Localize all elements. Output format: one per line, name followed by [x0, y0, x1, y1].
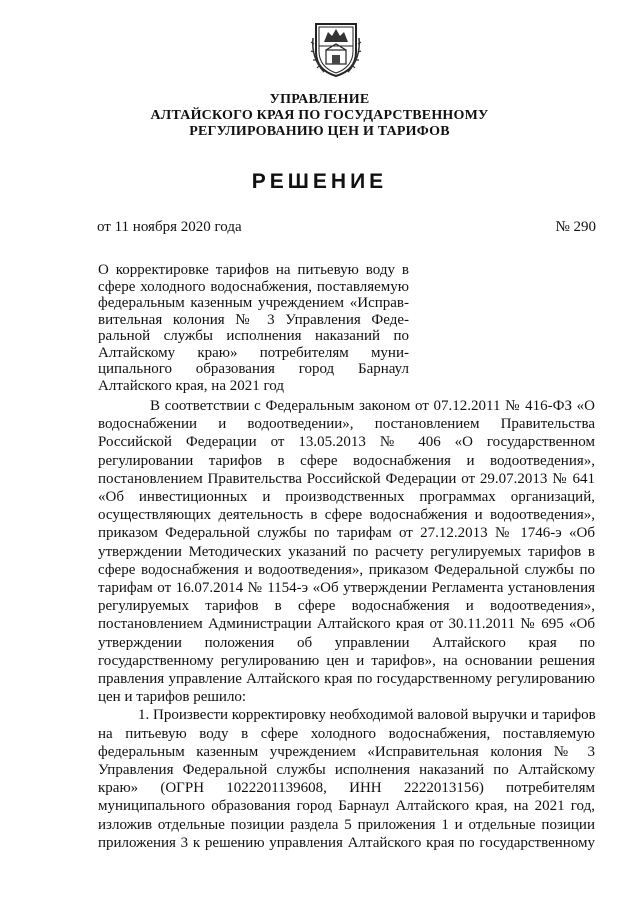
document-number: № 290 [555, 219, 596, 235]
altai-krai-coat-of-arms-icon [310, 18, 362, 78]
body-line: постановлением Администрации Алтайского края от 30.11.2011 № 695 «Об [98, 616, 595, 633]
body-line: приказом Федеральной службы по тарифам от 27.12.2013 № 1746-э «Об [98, 525, 595, 542]
body-line: водоснабжении и водоотведении», постановлением Правительства [98, 416, 595, 433]
body-line: муниципального образования город Барнаул Алтайского края, на 2021 год, [98, 798, 595, 815]
body-line: сфере водоснабжения и водоотведения», приказом Федеральной службы по [98, 561, 595, 578]
subject-line: сфере холодного водоснабжения, поставляемую [98, 278, 409, 295]
body-line: «Об инвестиционных и производственных программах организаций, [98, 489, 595, 506]
body-line: цен и тарифов решило: [98, 689, 247, 706]
subject-line: ципального образования город Барнаул [98, 361, 409, 377]
body-line: регулируемых тарифов в сфере водоснабжения и водоотведения», [98, 598, 595, 615]
authority-line-2: АЛТАЙСКОГО КРАЯ ПО ГОСУДАРСТВЕННОМУ [150, 108, 489, 123]
body-line: 1. Произвести корректировку необходимой валовой выручки и тарифов [138, 707, 596, 724]
document-body [98, 397, 595, 852]
body-line: Российской Федерации от 13.05.2013 № 406 «О государственном [98, 434, 595, 451]
document-type-title: РЕШЕНИЕ [251, 170, 388, 193]
document-subject [98, 262, 409, 394]
subject-line: О корректировке тарифов на питьевую воду в [98, 262, 409, 278]
body-line: федеральным казенным учреждением «Исправительная колония № 3 [98, 743, 595, 760]
body-line: на питьевую воду в сфере холодного водоснабжения, поставляемую [98, 725, 595, 742]
authority-line-1: УПРАВЛЕНИЕ [269, 92, 370, 107]
body-line: утверждении положения об управлении Алтайского края по [98, 634, 595, 651]
body-line: утверждении Методических указаний по расчету регулируемых тарифов в [98, 543, 595, 560]
issuing-authority [40, 92, 599, 140]
subject-line: Алтайского края, на 2021 год [98, 377, 284, 394]
subject-line: вительная колония № 3 Управления Феде- [98, 311, 409, 328]
document-date: от 11 ноября 2020 года [97, 219, 242, 235]
body-line: тарифам от 16.07.2014 № 1154-э «Об утверждении Регламента установления [98, 580, 595, 597]
subject-line: федеральным казенным учреждением «Исправ- [98, 295, 409, 311]
body-line: Управления Федеральной службы исполнения наказаний по Алтайскому [98, 762, 595, 779]
body-line: регулировании тарифов в сфере водоснабжения и водоотведения», [98, 452, 595, 469]
body-line: постановлением Правительства Российской Федерации от 29.07.2013 № 641 [98, 470, 595, 487]
body-line: изложив отдельные позиции раздела 5 приложения 1 и отдельные позиции [98, 816, 595, 833]
body-line: приложения 3 к решению управления Алтайского края по государственному [98, 834, 595, 851]
body-line: государственному регулированию цен и тарифов», на основании решения [98, 652, 595, 669]
subject-line: ральной службы исполнения наказаний по [98, 328, 409, 344]
authority-line-3: РЕГУЛИРОВАНИЮ ЦЕН И ТАРИФОВ [189, 124, 450, 139]
body-line: осуществляющих деятельность в сфере водоснабжения и водоотведения», [98, 507, 595, 524]
body-line: краю» (ОГРН 1022201139608, ИНН 2222013156) потребителям [98, 780, 595, 797]
subject-line: Алтайскому краю» потребителям муни- [98, 344, 409, 361]
body-line: правления управление Алтайского края по государственному регулированию [98, 671, 595, 688]
body-line: В соответствии с Федеральным законом от 07.12.2011 № 416-ФЗ «О [150, 398, 595, 414]
